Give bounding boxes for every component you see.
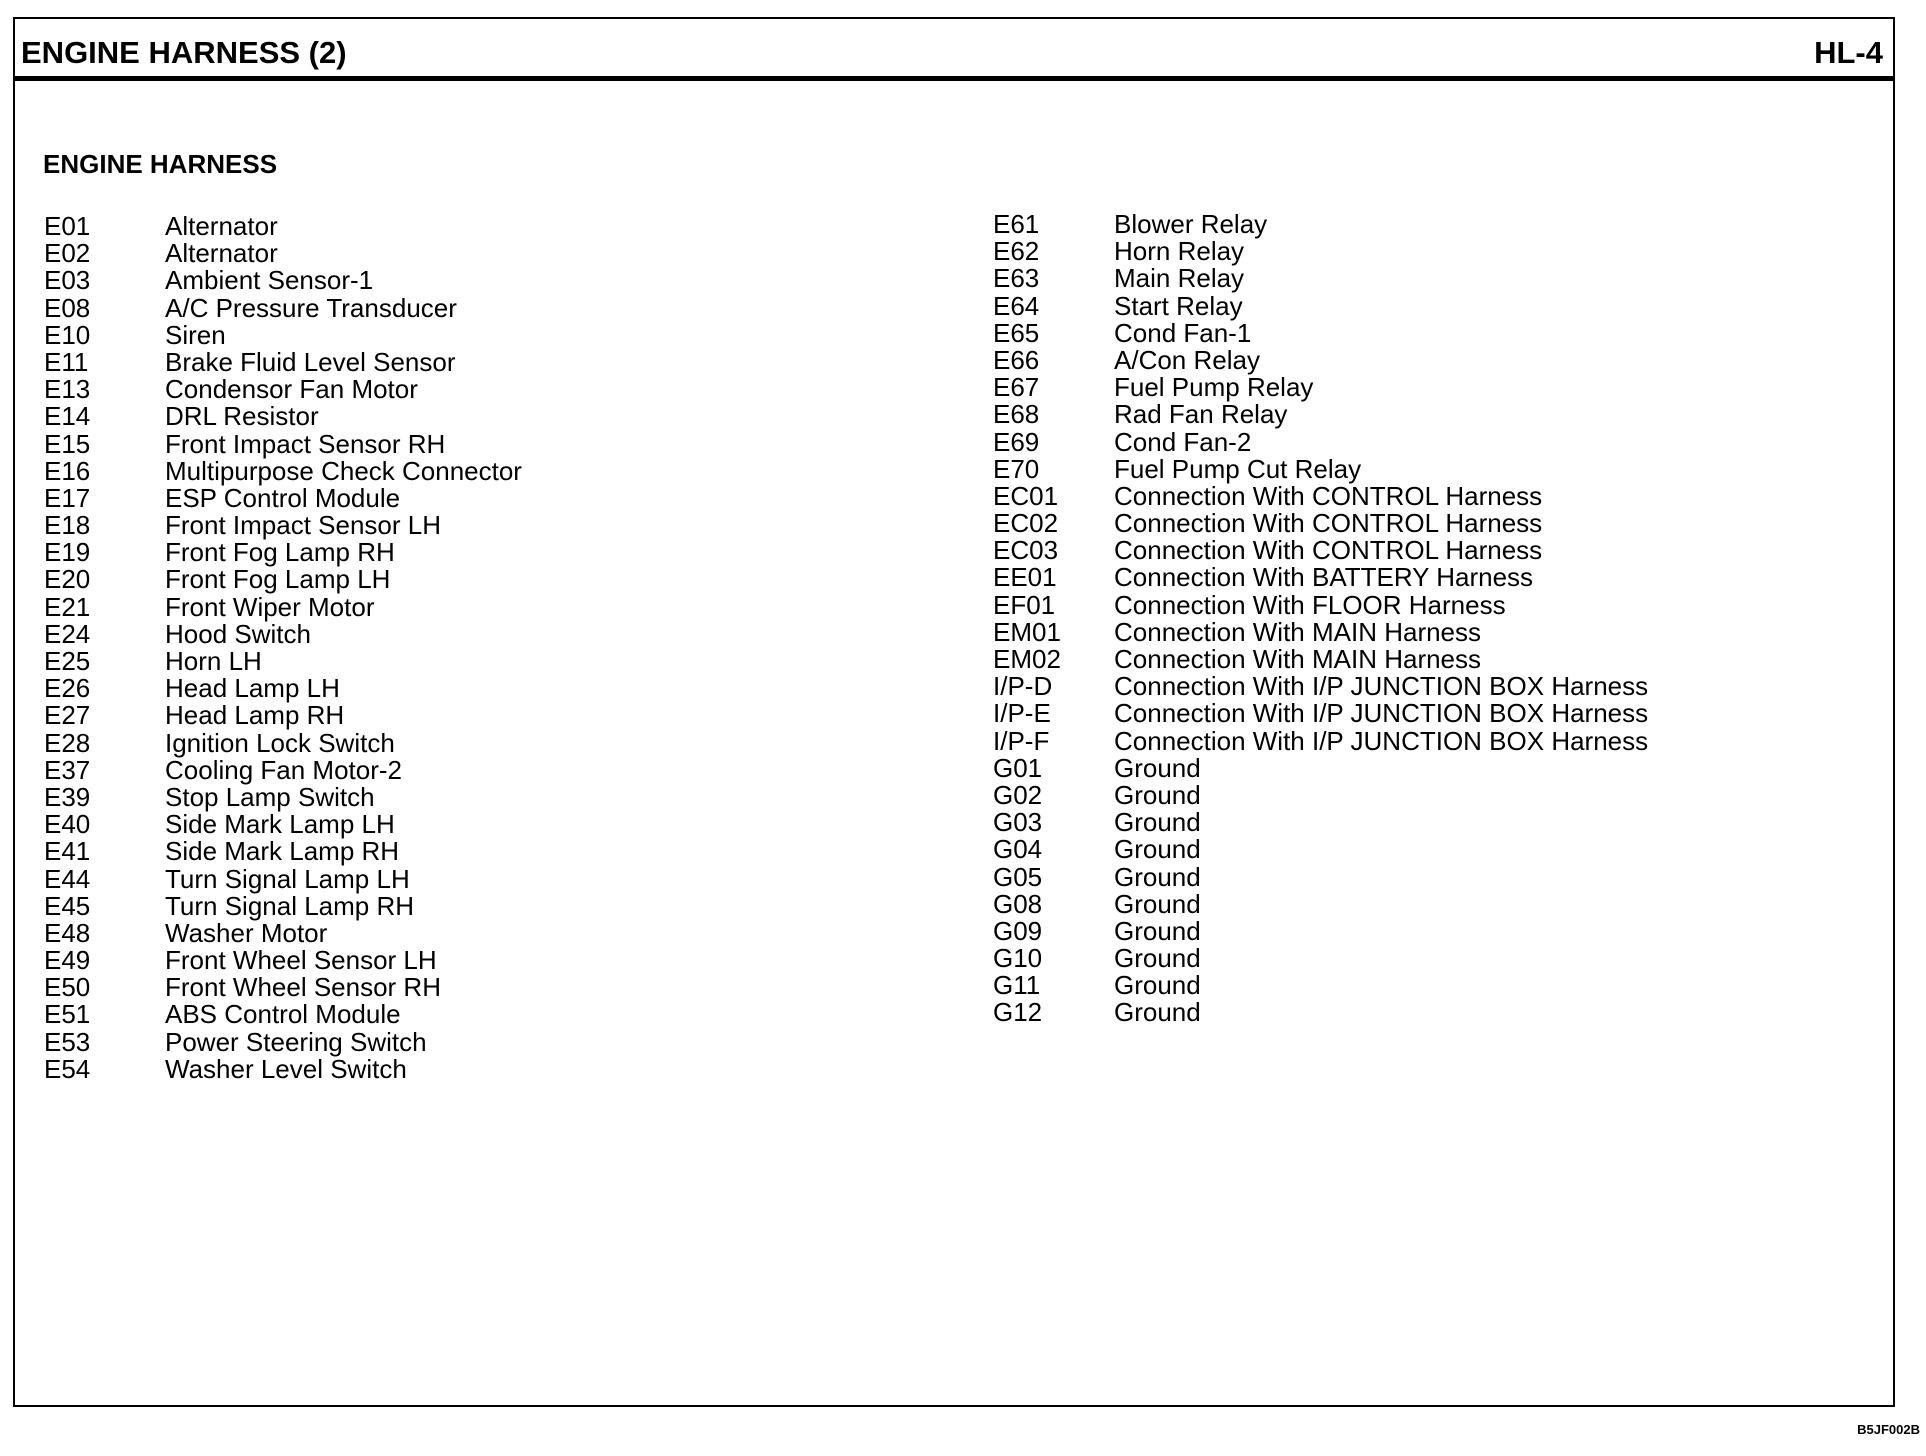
connector-row [44, 376, 522, 403]
connector-description: A/C Pressure Transducer [165, 292, 457, 323]
connector-list-left [44, 213, 522, 1083]
connector-description: Main Relay [1114, 263, 1245, 294]
connector-code: G03 [993, 807, 1043, 838]
connector-row [993, 861, 1648, 892]
connector-row [44, 1026, 522, 1057]
connector-description: Ground [1114, 779, 1201, 810]
connector-code: EC01 [993, 480, 1059, 511]
connector-description: Ambient Sensor-1 [165, 265, 374, 296]
connector-row [44, 403, 522, 430]
page-title: ENGINE HARNESS (2) [21, 35, 347, 70]
connector-description: Washer Level Switch [165, 1053, 407, 1084]
connector-code: E41 [44, 836, 91, 867]
connector-row [993, 589, 1648, 620]
connector-code: EC03 [993, 535, 1059, 566]
connector-row [44, 1001, 522, 1028]
connector-code: G04 [993, 834, 1043, 865]
connector-row [993, 480, 1648, 511]
section-title: ENGINE HARNESS [43, 149, 278, 179]
connector-description: Siren [165, 319, 226, 350]
connector-code: G02 [993, 779, 1043, 810]
connector-row [44, 539, 522, 566]
connector-code: G01 [993, 752, 1043, 783]
connector-description: Ground [1114, 997, 1201, 1028]
connector-row [993, 646, 1648, 673]
connector-code: E27 [44, 700, 91, 731]
connector-row [993, 616, 1648, 647]
connector-description: Front Wheel Sensor RH [165, 972, 441, 1003]
connector-code: G09 [993, 915, 1043, 946]
connector-row [993, 238, 1648, 265]
connector-row [44, 455, 522, 486]
page-number: HL-4 [1814, 35, 1883, 70]
connector-code: E44 [44, 863, 91, 894]
connector-row [993, 915, 1648, 946]
connector-row [993, 888, 1648, 919]
connector-description: Washer Motor [165, 917, 328, 948]
connector-row [993, 453, 1648, 484]
connector-row [44, 648, 522, 675]
connector-code: E01 [44, 211, 91, 241]
connector-row [44, 974, 522, 1001]
connector-row [993, 265, 1648, 292]
connector-row [993, 700, 1648, 727]
connector-code: EM02 [993, 644, 1061, 674]
page-header [15, 19, 1893, 81]
connector-description: Side Mark Lamp LH [165, 809, 395, 840]
connector-row [993, 945, 1648, 972]
connector-row [993, 290, 1648, 321]
connector-row [993, 374, 1648, 401]
connector-description: Ground [1114, 943, 1201, 974]
connector-code: G12 [993, 997, 1043, 1028]
connector-description: Connection With I/P JUNCTION BOX Harness [1114, 671, 1649, 702]
connector-description: Multipurpose Check Connector [165, 455, 522, 486]
connector-code: E10 [44, 319, 91, 350]
connector-row [993, 752, 1648, 783]
connector-row [993, 510, 1648, 537]
connector-code: E20 [44, 564, 91, 595]
connector-code: E26 [44, 673, 91, 704]
connector-row [44, 566, 522, 593]
page-frame [13, 17, 1895, 1407]
connector-description: Front Wheel Sensor LH [165, 945, 437, 976]
connector-code: E54 [44, 1053, 91, 1084]
connector-description: DRL Resistor [165, 401, 319, 432]
connector-code: E13 [44, 374, 91, 405]
connector-description: Connection With CONTROL Harness [1114, 480, 1543, 511]
connector-code: E19 [44, 537, 91, 568]
connector-description: Alternator [165, 238, 278, 269]
connector-row [993, 344, 1648, 375]
connector-description: Connection With I/P JUNCTION BOX Harness [1114, 725, 1649, 756]
connector-description: Ground [1114, 888, 1201, 919]
connector-row [993, 725, 1649, 756]
connector-row [44, 838, 522, 865]
connector-description: Rad Fan Relay [1114, 399, 1288, 430]
connector-description: Side Mark Lamp RH [165, 836, 400, 867]
connector-row [993, 211, 1648, 238]
connector-code: EM01 [993, 616, 1061, 647]
connector-description: Horn LH [165, 646, 262, 676]
connector-row [44, 675, 522, 702]
connector-description: Alternator [165, 211, 278, 241]
connector-code: E02 [44, 238, 91, 269]
connector-row [993, 972, 1648, 999]
connector-code: E11 [44, 346, 89, 377]
connector-row [44, 727, 522, 758]
connector-code: E21 [44, 591, 91, 622]
connector-code: E14 [44, 401, 91, 432]
connector-row [993, 999, 1648, 1026]
connector-description: Ground [1114, 970, 1201, 1001]
connector-code: EE01 [993, 562, 1057, 593]
connector-list-right [993, 211, 1648, 1027]
connector-code: E53 [44, 1026, 91, 1057]
connector-description: Ground [1114, 915, 1201, 946]
connector-description: Front Wiper Motor [165, 591, 375, 622]
connector-code: E45 [44, 890, 91, 921]
connector-row [44, 890, 522, 921]
connector-description: Connection With MAIN Harness [1114, 644, 1482, 674]
connector-code: EC02 [993, 508, 1059, 539]
connector-description: Connection With FLOOR Harness [1114, 589, 1506, 620]
connector-row [44, 267, 522, 294]
connector-code: G11 [993, 970, 1041, 1001]
connector-description: Brake Fluid Level Sensor [165, 346, 456, 377]
connector-row [44, 811, 522, 838]
connector-description: Cooling Fan Motor-2 [165, 754, 402, 785]
connector-row [44, 863, 522, 894]
connector-row [993, 426, 1648, 457]
connector-code: E62 [993, 236, 1040, 267]
connector-row [44, 947, 522, 974]
connector-description: Front Fog Lamp RH [165, 537, 395, 568]
connector-description: A/Con Relay [1114, 344, 1260, 375]
connector-description: Connection With CONTROL Harness [1114, 508, 1543, 539]
connector-code: G10 [993, 943, 1043, 974]
connector-description: Condensor Fan Motor [165, 374, 418, 405]
connector-description: ESP Control Module [165, 482, 401, 513]
connector-row [44, 240, 522, 267]
connector-code: E15 [44, 428, 91, 459]
connector-description: Blower Relay [1114, 209, 1268, 239]
connector-row [993, 673, 1648, 700]
connector-row [44, 618, 522, 649]
connector-description: Horn Relay [1114, 236, 1245, 267]
connector-code: E03 [44, 265, 91, 296]
connector-row [993, 564, 1648, 591]
connector-row [44, 482, 522, 513]
connector-row [993, 836, 1648, 863]
connector-code: E25 [44, 646, 91, 676]
connector-row [993, 809, 1648, 836]
connector-description: Fuel Pump Cut Relay [1114, 453, 1362, 484]
connector-code: E70 [993, 453, 1040, 484]
connector-code: E68 [993, 399, 1040, 430]
connector-code: E61 [993, 209, 1040, 239]
connector-row [44, 512, 522, 539]
connector-description: Turn Signal Lamp RH [165, 890, 415, 921]
connector-description: Front Impact Sensor RH [165, 428, 446, 459]
connector-description: Connection With I/P JUNCTION BOX Harness [1114, 698, 1649, 729]
connector-code: E24 [44, 618, 91, 649]
connector-row [44, 1053, 522, 1084]
connector-description: Connection With CONTROL Harness [1114, 535, 1543, 566]
connector-code: G08 [993, 888, 1043, 919]
connector-row [44, 591, 522, 622]
connector-code: E63 [993, 263, 1040, 294]
connector-code: E67 [993, 372, 1040, 403]
connector-description: Cond Fan-2 [1114, 426, 1252, 457]
connector-description: Head Lamp LH [165, 673, 340, 704]
connector-code: E48 [44, 917, 91, 948]
connector-description: Power Steering Switch [165, 1026, 427, 1057]
connector-row [44, 292, 522, 323]
connector-row [44, 428, 522, 459]
connector-description: Fuel Pump Relay [1114, 372, 1314, 403]
connector-row [993, 317, 1648, 348]
connector-code: I/P-D [993, 671, 1053, 702]
connector-description: Cond Fan-1 [1114, 317, 1252, 348]
connector-code: E16 [44, 455, 91, 486]
connector-description: Connection With MAIN Harness [1114, 616, 1482, 647]
connector-code: E66 [993, 344, 1040, 375]
connector-row [993, 401, 1648, 428]
connector-code: E28 [44, 727, 91, 758]
connector-description: Connection With BATTERY Harness [1114, 562, 1534, 593]
connector-code: E49 [44, 945, 91, 976]
connector-description: Front Fog Lamp LH [165, 564, 391, 595]
connector-code: E65 [993, 317, 1040, 348]
connector-code: E50 [44, 972, 91, 1003]
connector-description: Ground [1114, 752, 1201, 783]
connector-row [44, 917, 522, 948]
connector-code: E08 [44, 292, 91, 323]
figure-code: B5JF002B [1857, 1422, 1920, 1437]
connector-code: E51 [44, 999, 91, 1030]
connector-code: E39 [44, 781, 91, 812]
connector-row [44, 319, 522, 350]
connector-row [44, 702, 522, 729]
connector-description: Head Lamp RH [165, 700, 345, 731]
connector-code: I/P-E [993, 698, 1051, 729]
connector-code: E64 [993, 290, 1040, 321]
connector-description: Ground [1114, 834, 1201, 865]
connector-description: Front Impact Sensor LH [165, 510, 441, 541]
connector-description: Ground [1114, 807, 1201, 838]
connector-description: Start Relay [1114, 290, 1243, 321]
connector-row [993, 779, 1648, 810]
connector-description: ABS Control Module [165, 999, 401, 1030]
connector-code: E17 [44, 482, 91, 513]
connector-code: EF01 [993, 589, 1056, 620]
connector-code: I/P-F [993, 725, 1050, 756]
connector-row [993, 537, 1648, 564]
connector-row [44, 781, 522, 812]
connector-description: Hood Switch [165, 618, 311, 649]
connector-code: E69 [993, 426, 1040, 457]
connector-description: Turn Signal Lamp LH [165, 863, 410, 894]
connector-code: E40 [44, 809, 91, 840]
connector-code: G05 [993, 861, 1043, 892]
connector-row [44, 213, 522, 240]
connector-description: Ignition Lock Switch [165, 727, 395, 758]
connector-row [44, 754, 522, 785]
connector-description: Stop Lamp Switch [165, 781, 375, 812]
connector-code: E18 [44, 510, 91, 541]
connector-row [44, 346, 522, 377]
connector-code: E37 [44, 754, 91, 785]
connector-description: Ground [1114, 861, 1201, 892]
